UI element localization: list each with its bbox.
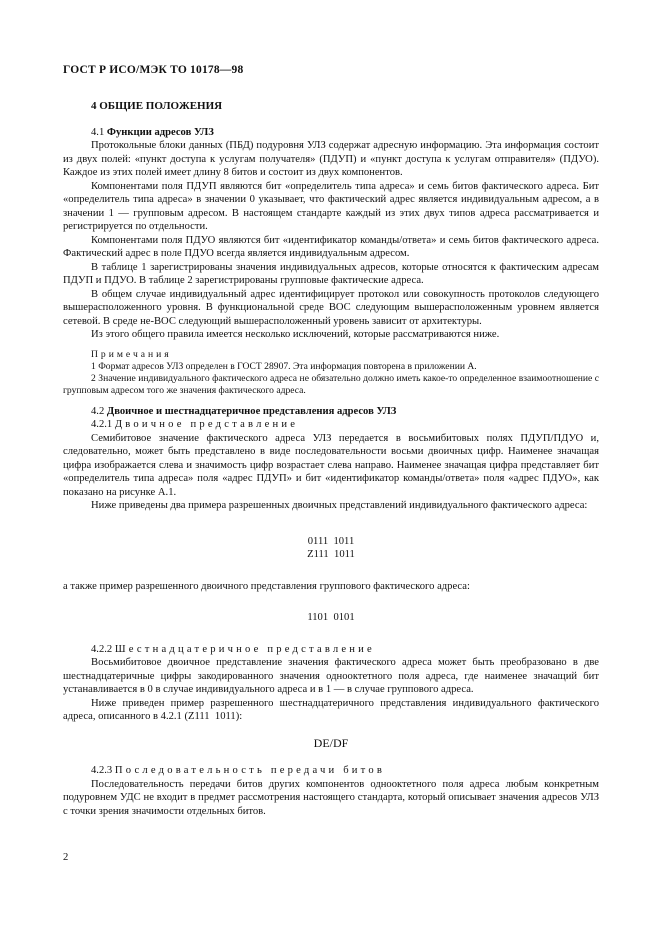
subsection-4-2-1-heading [63,418,599,432]
paragraph: Ниже приведены два примера разрешенных двоичных представлений индивидуального фактического адреса: [91,500,588,511]
note-2: 2 Значение индивидуального фактического адреса не обязательно должно иметь какое-то определенное взаимоотношение с групповым адресом того же значения фактического адреса. [63,372,599,396]
paragraph: Ниже приведен пример разрешенного шестнадцатеричного представления индивидуального фактического адреса, описанного в 4.2.1 (Z111 1011): [63,697,602,722]
page-number: 2 [63,852,69,863]
subsection-title: Двоичное и шестнадцатеричное представления адресов УЛЗ [106,405,397,417]
subsection-title: Функции адресов УЛЗ [106,126,214,138]
paragraph: Последовательность передачи битов других компонентов однооктетного поля адреса любым конкретным подуровнем УДС не входит в предмет рассмотрения настоящего стандарта, который описывает значения адресов УЛЗ с точки зрения значимости отдельных битов. [63,778,599,817]
subsection-number: 4.2.3 [91,765,113,776]
document-header: ГОСТ Р ИСО/МЭК ТО 10178—98 [63,64,244,76]
binary-example-2: Z111 1011 [307,549,355,560]
paragraph: Семибитовое значение фактического адреса УЛЗ передается в восьмибитовых полях ПДУП/ПДУО и, следовательно, может быть представлено в виде последовательности восьми двоичных цифр. Наименее значащая цифра изображается слева и значимость цифр возрастает слева направо. Наименее значащая цифра представляет бит «определитель типа адреса» поля «адрес ПДУП» и бит «идентификатор команды/ответа» поля «адрес ПДУО», как показано на рисунке А.1. [63,432,599,498]
subsection-4-1-heading [63,126,599,140]
subsection-number: 4.2.2 [91,643,113,655]
notes-title: Примечания [91,348,172,360]
paragraph: Протокольные блоки данных (ПБД) подуровня УЛЗ содержат адресную информацию. Эта информация состоит из двух полей: «пункт доступа к услугам получателя» (ПДУП) и «пункт доступа к услугам отправителя» (ПДУО). Каждое из этих полей имеет длину 8 битов и состоит из двух компонентов. [63,140,599,178]
subsection-4-2-heading [63,405,599,419]
subsection-title: Последовательность передачи битов [114,765,386,776]
subsection-number: 4.1 [91,126,105,138]
paragraph: Из этого общего правила имеется несколько исключений, которые рассматриваются ниже. [91,329,500,340]
binary-example-group: 1101 0101 [307,612,355,623]
section-4-title: 4 ОБЩИЕ ПОЛОЖЕНИЯ [91,99,223,112]
note-1: 1 Формат адресов УЛЗ определен в ГОСТ 28907. Эта информация повторена в приложении А. [91,360,477,372]
document-page [63,64,602,818]
subsection-4-2-2-heading [63,643,599,657]
subsection-4-2-3-heading [63,764,599,778]
paragraph: а также пример разрешенного двоичного представления группового фактического адреса: [63,580,470,592]
paragraph: В таблице 1 зарегистрированы значения индивидуальных адресов, которые относятся к фактическим адресам ПДУП и ПДУО. В таблице 2 зарегистрированы групповые фактические адреса. [63,261,599,286]
paragraph: В общем случае индивидуальный адрес идентифицирует протокол или совокупность протоколов следующего вышерасположенного уровня. В функциональной среде ВОС следующим вышерасположенным уровнем является сетевой. В среде не-ВОС следующий вышерасположенный уровень зависит от архитектуры. [63,288,599,327]
subsection-title: Двоичное представление [114,419,299,430]
paragraph: Компонентами поля ПДУО являются бит «идентификатор команды/ответа» и семь битов фактического адреса. Фактический адрес в поле ПДУО всегда является индивидуальным адресом. [63,234,599,259]
paragraph: Компонентами поля ПДУП являются бит «определитель типа адреса» и семь битов фактического адреса. Бит «определитель типа адреса» в значении 0 указывает, что фактический адрес является индивидуальным адресом, а в значении 1 — групповым адресом. В настоящем стандарте каждый из этих двух типов адреса рассматривается и регистрируется по отдельности. [63,180,599,232]
subsection-title: Шестнадцатеричное представление [114,643,375,655]
subsection-number: 4.2 [91,405,105,417]
subsection-number: 4.2.1 [91,419,113,430]
paragraph: Восьмибитовое двоичное представление значения фактического адреса может быть преобразовано в две шестнадцатеричные цифры закодированного значения однооктетного поля адреса, где наименее значащий бит устанавливается в 0 в случае индивидуального адреса и в 1 — в случае группового адреса. [63,657,599,695]
hex-example: DE/DF [313,735,349,750]
binary-example-1: 0111 1011 [307,535,355,547]
